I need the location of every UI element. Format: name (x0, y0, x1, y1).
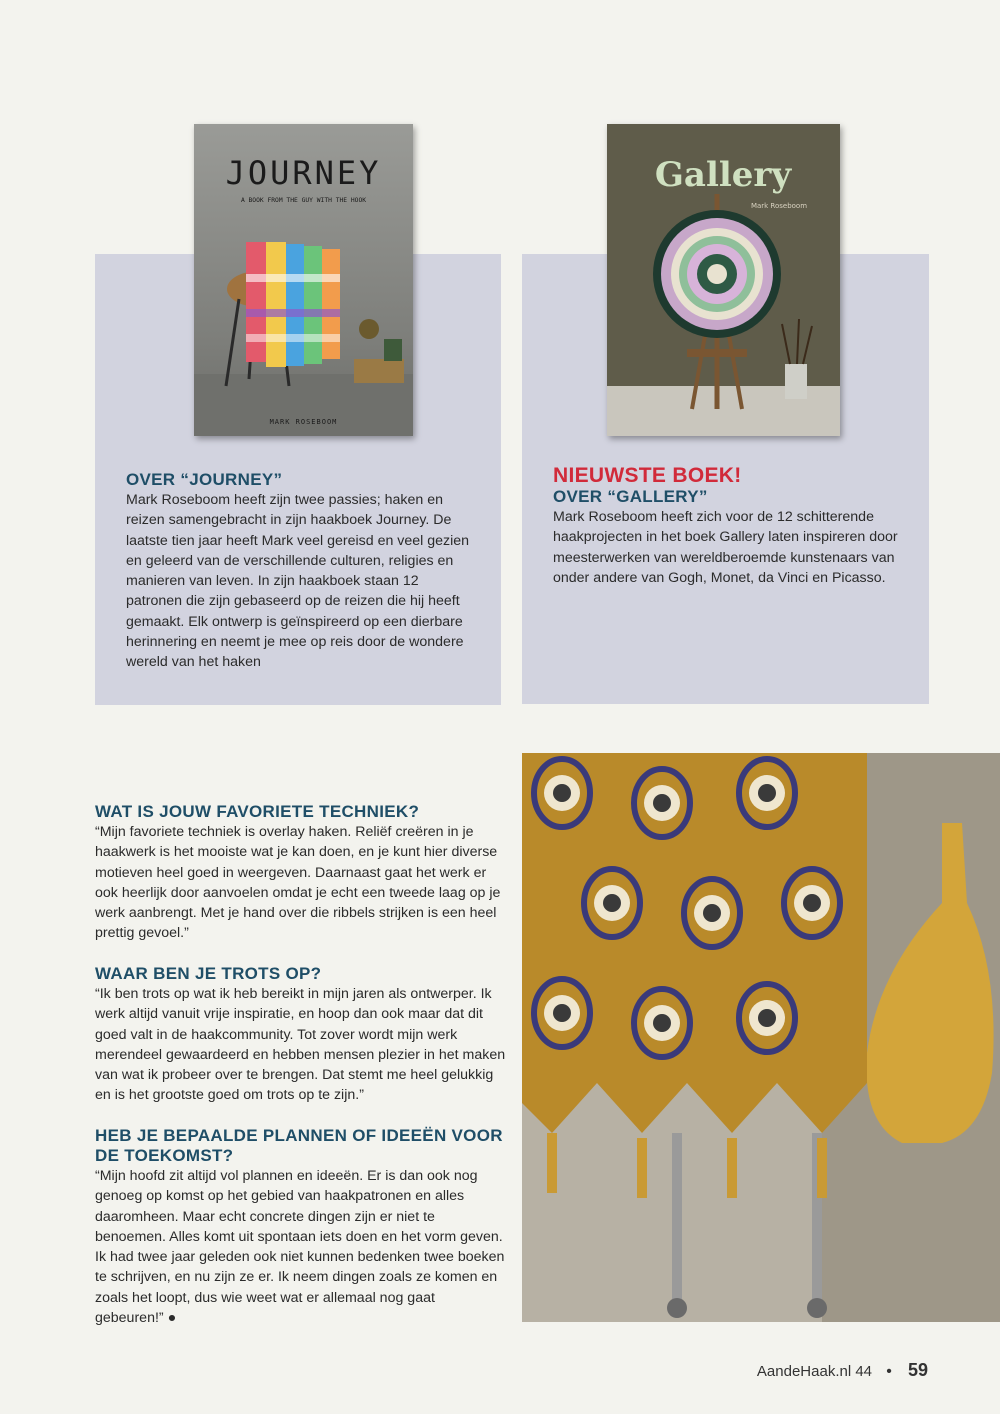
gallery-description-block (553, 465, 898, 588)
gallery-cover-image (607, 124, 840, 436)
qa-question: WAAR BEN JE TROTS OP? (95, 964, 322, 983)
gallery-cover-title: Gallery (654, 155, 792, 195)
journey-book-cover (194, 124, 413, 436)
blanket-image (522, 753, 1000, 1322)
journey-heading: OVER “JOURNEY” (126, 470, 283, 489)
qa-item (95, 1126, 507, 1328)
footer-site: AandeHaak.nl 44 (756, 1363, 873, 1380)
journey-description-block (126, 470, 478, 673)
journey-cover-subtitle: A BOOK FROM THE GUY WITH THE HOOK (240, 197, 367, 204)
journey-cover-title: JOURNEY (225, 154, 382, 192)
qa-item (95, 802, 507, 944)
qa-question: WAT IS JOUW FAVORIETE TECHNIEK? (95, 802, 420, 821)
gallery-cover-author: Mark Roseboom (750, 202, 808, 210)
gallery-heading: OVER “GALLERY” (553, 487, 708, 506)
journey-cover-author: MARK ROSEBOOM (269, 418, 338, 426)
gallery-book-cover (607, 124, 840, 436)
gallery-text: Mark Roseboom heeft zich voor de 12 schitterende haakprojecten in het boek Gallery laten inspireren door meesterwerken van wereldberoemde kunstenaars van onder andere van Gogh, Monet, da Vinci en Picasso. (553, 509, 898, 586)
qa-item (95, 964, 507, 1106)
qa-answer: “Mijn favoriete techniek is overlay haken. Reliëf creëren in je haakwerk is het mooiste wat je kan doen, en je kunt hier diverse motieven heel goed in weergeven. Daarnaast gaat het werk er ook heerlijk door aanvoelen omdat je echt een tweede laag op je werk aanbrengt. Met je hand over die ribbels strijken is een heel prettig gevoel.” (95, 824, 501, 942)
qa-answer: “Ik ben trots op wat ik heb bereikt in mijn jaren als ontwerper. Ik werk altijd vanuit vrije inspiratie, en hoop dan ook maar dat dit goed valt in de haakcommunity. Tot zover wordt mijn werk merendeel gewaardeerd en hebben mensen plezier in het maken van wat ik probeer over te brengen. Dat stemt me heel gelukkig en is het grootste goed om trots op te zijn.” (95, 986, 506, 1104)
journey-text: Mark Roseboom heeft zijn twee passies; haken en reizen samengebracht in zijn haakboek Journey. De laatste tien jaar heeft Mark veel gereisd en veel gezien en geleerd van de verschillende culturen, religies en manieren van leven. In zijn haakboek staan 12 patronen die zijn gebaseerd op de reizen die hij heeft gemaakt. Elk ontwerp is geïnspireerd op een dierbare herinnering en neemt je mee op reis door de wondere wereld van het haken (126, 492, 470, 671)
page-footer (757, 1360, 928, 1381)
qa-answer: “Mijn hoofd zit altijd vol plannen en ideeën. Er is dan ook nog genoeg op komst op het gebied van haakpatronen en alles daaromheen. Maar echt concrete dingen zijn er niet te benoemen. Alles komt uit spontaan iets doen en het vorm geven. Ik had twee jaar geleden ook niet kunnen bedenken twee boeken te schrijven, en nu zijn ze er. Ik neem dingen zoals ze komen en zoals het loopt, dus wie weet wat er allemaal nog gaat gebeuren!” ● (95, 1168, 505, 1327)
journey-cover-image (194, 124, 413, 436)
footer-bullet: • (886, 1363, 892, 1380)
gallery-kicker: NIEUWSTE BOEK! (553, 464, 742, 487)
crochet-blanket-photo (522, 753, 1000, 1322)
qa-question: HEB JE BEPAALDE PLANNEN OF IDEEËN VOOR DE TOEKOMST? (95, 1126, 503, 1165)
page-number: 59 (907, 1360, 928, 1380)
